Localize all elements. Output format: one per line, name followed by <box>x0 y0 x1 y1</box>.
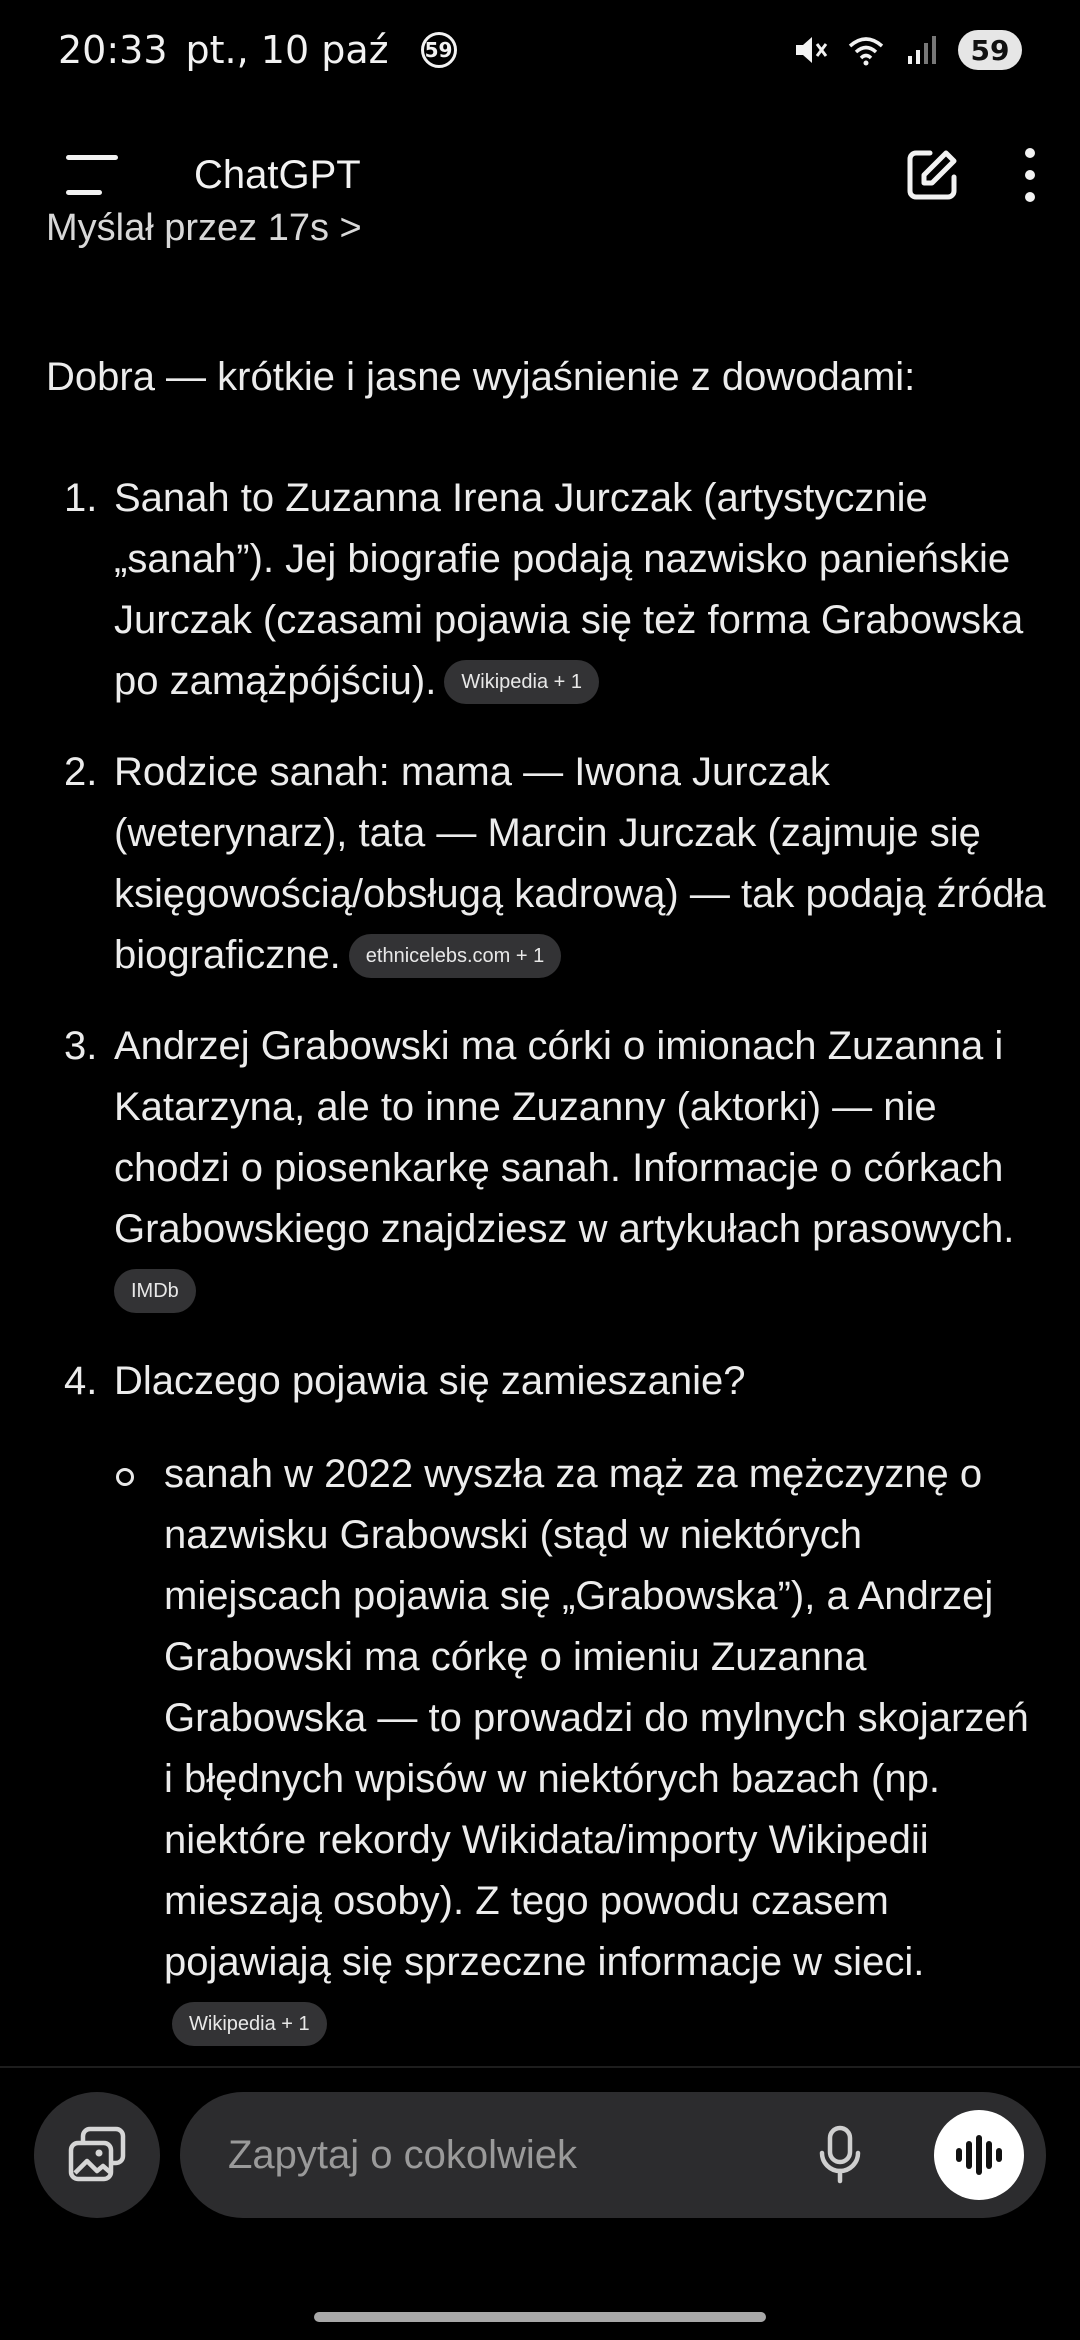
source-chip[interactable]: IMDb <box>114 1269 196 1313</box>
signal-icon <box>902 30 942 70</box>
microphone-button[interactable] <box>818 2125 862 2189</box>
sub-list-item-text: sanah w 2022 wyszła za mąż za mężczyznę o nazwisku Grabowski (stąd w niektórych miejscach pojawia się „Grabowska”), a Andrzej Grabowski ma córkę o imieniu Zuzanna Grabowska — to prowadzi do mylnych skojarzeń i błędnych wpisów w niektórych bazach (np. niektóre rekordy Wikidata/importy Wikipedii mieszają osoby). Z tego powodu czasem pojawiają się sprzeczne informacje w sieci. <box>164 1452 1029 1984</box>
answer-list <box>0 468 1080 2084</box>
voice-mode-button[interactable] <box>934 2110 1024 2200</box>
bullet-icon <box>116 1468 134 1486</box>
notification-count-icon: 59 <box>421 32 457 68</box>
list-item-number: 2. <box>64 750 98 794</box>
bottom-divider <box>0 2066 1080 2068</box>
app-title: ChatGPT <box>194 152 361 197</box>
home-indicator[interactable] <box>314 2312 766 2322</box>
wifi-icon <box>846 30 886 70</box>
list-item <box>0 742 1080 986</box>
list-item-number: 1. <box>64 476 98 520</box>
list-item-text: Sanah to Zuzanna Irena Jurczak (artystycznie „sanah”). Jej biografie podają nazwisko panieńskie Jurczak (czasami pojawia się też forma Grabowska po zamążpójściu). <box>114 476 1024 703</box>
mute-icon <box>790 30 830 70</box>
list-item-number: 3. <box>64 1024 98 1068</box>
sub-list-item <box>114 1444 1046 2054</box>
status-time: 20:33 <box>58 28 168 72</box>
status-left <box>58 28 457 72</box>
edit-icon <box>904 147 960 203</box>
menu-icon-line-top <box>66 155 118 160</box>
list-item <box>0 468 1080 712</box>
list-item-text: Dlaczego pojawia się zamieszanie? <box>114 1359 746 1403</box>
assistant-intro: Dobra — krótkie i jasne wyjaśnienie z dowodami: <box>46 355 916 399</box>
source-chip[interactable]: ethnicelebs.com + 1 <box>349 934 561 978</box>
chat-content[interactable] <box>0 207 1080 2065</box>
status-date: pt., 10 paź <box>185 28 389 72</box>
status-bar <box>0 0 1080 100</box>
sub-list <box>114 1444 1046 2054</box>
new-chat-button[interactable] <box>904 147 960 203</box>
battery-indicator: 59 <box>958 30 1022 70</box>
source-chip[interactable]: Wikipedia + 1 <box>172 2002 327 2046</box>
list-item <box>0 1016 1080 1321</box>
list-item-text: Andrzej Grabowski ma córki o imionach Zuzanna i Katarzyna, ale to inne Zuzanny (aktorki) — nie chodzi o piosenkarkę sanah. Informacje o córkach Grabowskiego znajdziesz w artykułach prasowych. <box>114 1024 1015 1251</box>
microphone-icon <box>818 2125 862 2185</box>
list-item-text: Rodzice sanah: mama — Iwona Jurczak (weterynarz), tata — Marcin Jurczak (zajmuje się księgowością/obsługą kadrową) — tak podają źródła biograficzne. <box>114 750 1046 977</box>
more-vertical-icon <box>1020 147 1040 203</box>
thought-duration-toggle[interactable]: Myślał przez 17s > <box>46 207 362 249</box>
message-input[interactable] <box>226 2132 790 2179</box>
composer-bar <box>0 2092 1080 2218</box>
header-actions <box>904 147 1040 203</box>
image-gallery-icon <box>65 2125 129 2185</box>
composer <box>180 2092 1046 2218</box>
attach-image-button[interactable] <box>34 2092 160 2218</box>
list-item-number: 4. <box>64 1359 98 1403</box>
source-chip[interactable]: Wikipedia + 1 <box>444 660 599 704</box>
menu-icon-line-bottom <box>66 190 102 195</box>
list-item <box>0 1351 1080 2054</box>
status-right <box>790 30 1022 70</box>
menu-button[interactable] <box>66 155 122 195</box>
more-options-button[interactable] <box>1020 147 1040 203</box>
voice-mode-icon <box>954 2133 1004 2177</box>
